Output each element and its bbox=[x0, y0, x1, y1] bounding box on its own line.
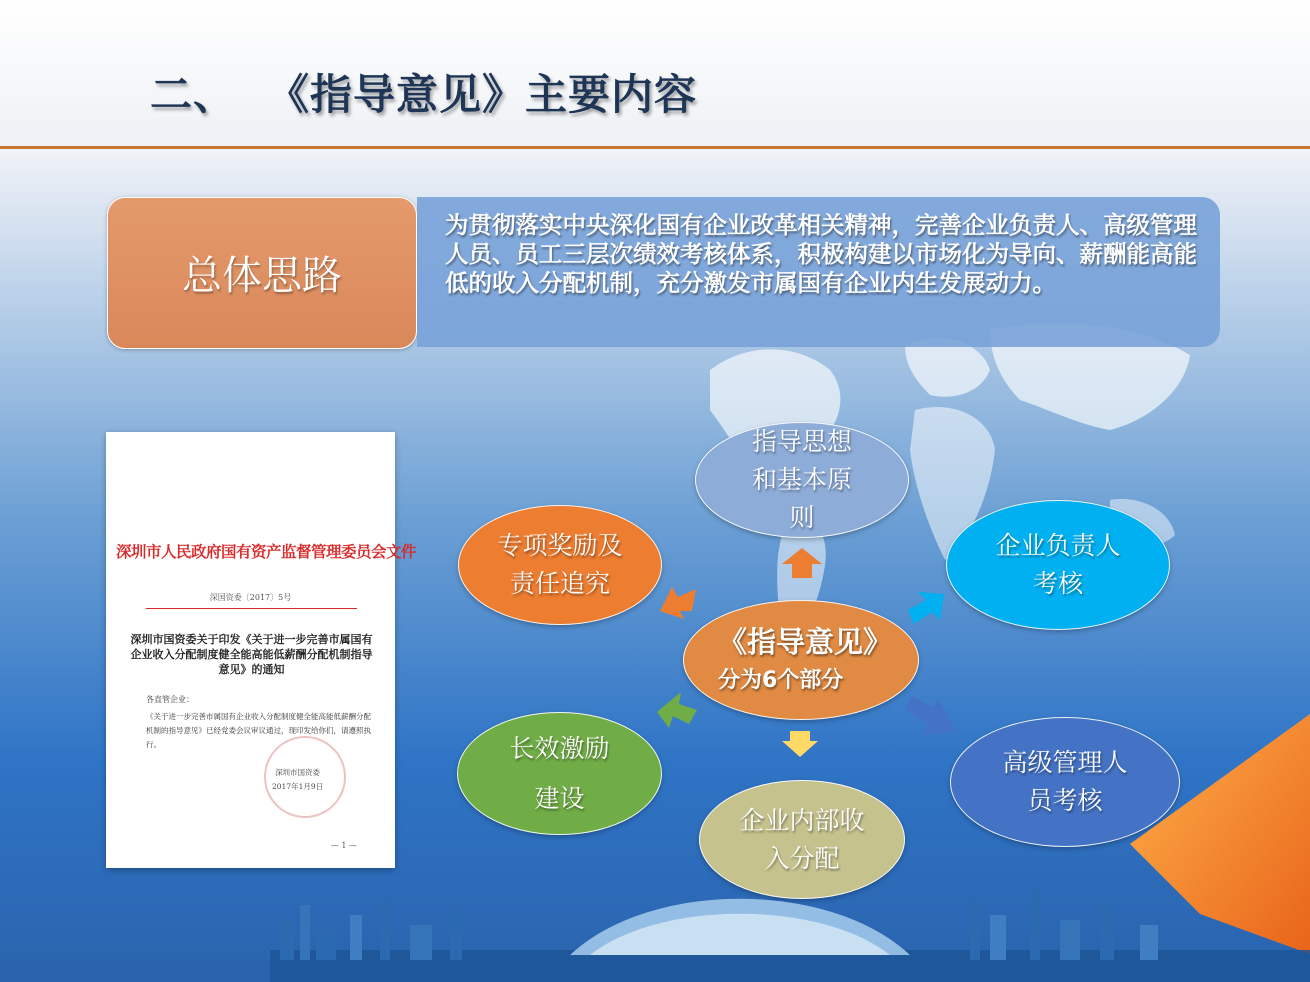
part-special-rewards bbox=[458, 505, 662, 625]
part-senior-manager-assessment-label: 高级管理人员考核 bbox=[1002, 748, 1128, 815]
part-long-term-incentive bbox=[457, 712, 662, 835]
arrow-down-left-icon bbox=[655, 690, 699, 730]
part-executive-assessment-label: 企业负责人考核 bbox=[995, 531, 1121, 598]
summary-text-box bbox=[417, 197, 1220, 347]
center-subtitle: 分为6个部分 bbox=[718, 668, 844, 693]
document-subject: 深圳市国资委关于印发《关于进一步完善市属国有企业收入分配制度健全能高能低薪酬分配机制指导意见》的通知 bbox=[130, 633, 373, 676]
part-internal-distribution-label: 企业内部收入分配 bbox=[739, 805, 865, 873]
summary-label-box bbox=[107, 197, 417, 349]
section-number: 二、 bbox=[150, 70, 237, 119]
document-signature bbox=[272, 766, 323, 794]
arrow-down-icon bbox=[780, 729, 820, 759]
section-title: 《指导意见》主要内容 bbox=[288, 70, 698, 119]
center-title: 《指导意见》 bbox=[718, 625, 893, 659]
document-number: 深国资委〔2017〕5号 bbox=[209, 593, 292, 602]
page-title bbox=[150, 62, 697, 122]
part-guiding-principles-label: 指导思想和基本原则 bbox=[751, 427, 852, 532]
document-header: 深圳市人民政府国有资产监督管理委员会文件 bbox=[116, 542, 417, 561]
center-guidance-text bbox=[718, 624, 892, 696]
document-page-number: — 1 — bbox=[330, 841, 357, 850]
document-red-line bbox=[146, 608, 357, 609]
part-special-rewards-label: 专项奖励及责任追究 bbox=[497, 531, 623, 598]
center-guidance-circle bbox=[683, 600, 919, 720]
part-executive-assessment bbox=[946, 500, 1170, 630]
document-signer: 深圳市国资委 bbox=[275, 768, 321, 777]
arrow-up-icon bbox=[780, 546, 824, 580]
arrow-down-right-icon bbox=[902, 692, 958, 740]
document-body: 《关于进一步完善市属国有企业收入分配制度健全能高能低薪酬分配机制的指导意见》已经党委会议审议通过，现印发给你们，请遵照执行。 bbox=[146, 712, 371, 749]
document-image bbox=[106, 432, 417, 868]
summary-text: 为贯彻落实中央深化国有企业改革相关精神，完善企业负责人、高级管理人员、员工三层次绩效考核体系，积极构建以市场化为导向、薪酬能高能低的收入分配机制，充分激发市属国有企业内生发展动力。 bbox=[445, 211, 1197, 297]
header-divider bbox=[0, 146, 1310, 149]
document-addressee: 各直管企业： bbox=[146, 695, 194, 704]
summary-label: 总体思路 bbox=[182, 253, 342, 299]
arrow-up-left-icon bbox=[658, 585, 698, 627]
document-date: 2017年1月9日 bbox=[272, 782, 324, 791]
part-guiding-principles bbox=[695, 422, 909, 538]
city-skyline-graphic bbox=[270, 860, 1310, 982]
arrow-up-right-icon bbox=[906, 586, 946, 626]
part-long-term-incentive-label: 长效激励建设 bbox=[509, 733, 610, 813]
